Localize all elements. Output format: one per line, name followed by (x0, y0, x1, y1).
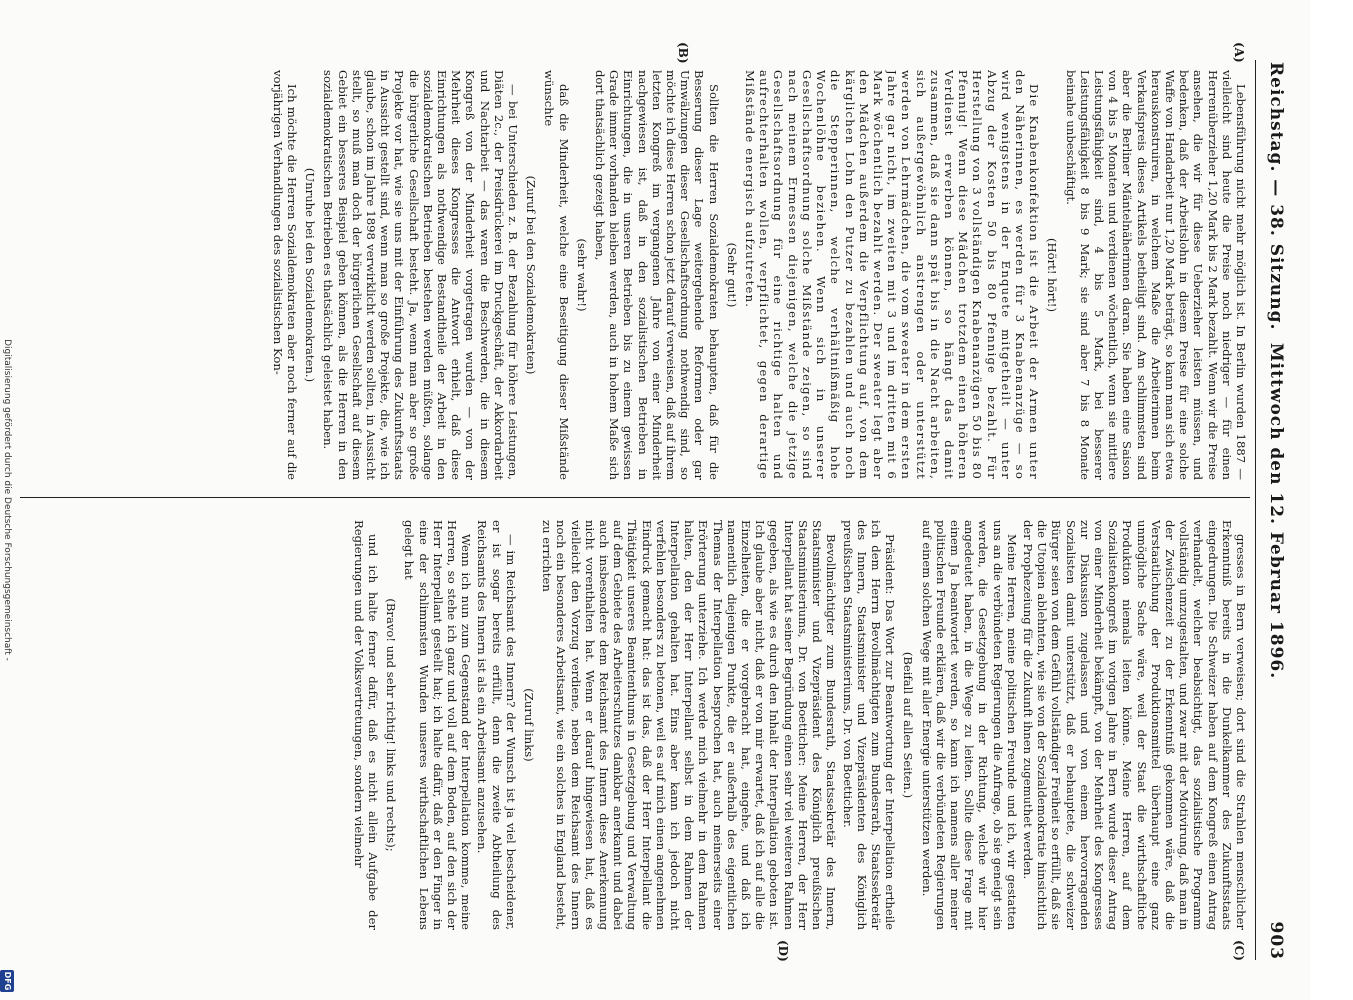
paragraph: — bei Unterschieden z. B. der Bezahlung für höhere Leistungen, Diäten 2c., der Preisdrückerei im Druckgeschäft, der Akkordarbeit und Nachtarbeit — das waren die Beschwerden, die in diesem Kongreß von der Minderheit vorgetragen wurden — von der Mehrheit dieses Kongresses die Antwort erhielt, daß diese Einrichtungen als nothwendige Bestandtheile der Arbeit in den sozialdemokratischen Betrieben bestehen werden müßten, solange die bürgerliche Gesellschaft besteht. Ja, wenn man aber so große Projekte vor hat, wie sie uns mit der Einführung des Zukunftsstaats in Aussicht gestellt sind, wenn man so große Projekte, die, wie ich glaube, schon im Jahre 1898 verwirklicht werden sollten, in Aussicht stellt, so muß man doch der bürgerlichen Gesellschaft auf diesem Gebiet ein besseres Beispiel geben können, als die Herren in den sozialdemokratischen Betrieben es thatsächlich geleistet haben. (321, 70, 521, 480)
paragraph: Ich möchte die Herren Sozialdemokraten aber noch ferner auf die vorjährigen Verhandlungen des sozialistischen Kon- (270, 70, 299, 480)
header-left: Reichstag. — 38. Sitzung. (1266, 62, 1286, 331)
dfg-logo-icon: DFG (0, 970, 14, 992)
interjection: (Bravo! und sehr richtig! links und rechts); (384, 598, 399, 852)
paragraph: Die Knabenkonfektion ist die Arbeit der Armen unter den Näherinnen, es werden für 3 Knabenanzüge — so wird wenigstens in der Enquete mitgetheilt — unter Abzug der Kosten 50 bis 80 Pfennige bezahlt. Für Herstellung von 3 vollständigen Knabenanzügen 50 bis 80 Pfennig! Wenn diese Mädchen trotzdem einen höheren Verdienst erwerben können, so hängt das damit zusammen, daß sie dann spät bis in die Nacht arbeiten, sich außergewöhnlich anstrengen oder unterstützt werden von Lehrmädchen, die vom sweater in dem ersten Jahre gar nicht, im zweiten mit 3 und im dritten mit 6 Mark wöchentlich bezahlt werden. Der sweater legt aber den Mädchen außerdem die Verpflichtung auf, von dem kärglichen Lohn den Putzer zu bezahlen und auch noch die Stepperinnen, welche verhältnißmäßig hohe Wochenlöhne beziehen. Wenn sich in unserer Gesellschaftsordnung solche Mißstände zeigen, so sind nach meinem Ermessen diejenigen, welche die jetzige Gesellschaftsordnung für eine richtige halten und aufrechterhalten wollen, verpflichtet, gegen derartige Mißstände energisch aufzutreten. (743, 70, 1042, 480)
paragraph: daß die Minderheit, welche eine Beseitigung dieser Mißstände wünschte (542, 70, 571, 480)
interjection: (Zuruf bei den Sozialdemokraten) (524, 175, 539, 375)
margin-marker-c: (C) (1232, 940, 1246, 961)
interjection: (Zuruf links) (522, 688, 537, 762)
paragraph: gresses in Bern verweisen; dort sind die Strahlen menschlicher Erkenntniß bereits in die Dunkelkammer des Zukunftsstaats eingedrungen. Die Schweizer haben auf dem Kongreß einen Antrag verhandelt, welcher beabsichtigt, das sozialistische Programm vollständig umzugestalten, und zwar mit der Motivirung, daß man in der Zwischenzeit zu der Erkenntniß gekommen wäre, daß die Verstaatlichung der Produktionsmittel überhaupt eine ganz unmögliche Sache wäre, weil der Staat die wirthschaftliche Produktion niemals leiten könne. Meine Herren, auf dem Sozialistenkongreß im vorigen Jahre in Bern wurde dieser Antrag von einer Minderheit bekämpft, von der Mehrheit des Kongresses zur Diskussion zugelassen und von einem hervorragenden Sozialisten damit unterstützt, daß er behauptete, die schweizer Bürger seien von dem Gefühl vollständiger Freiheit so erfüllt, daß sie die Utopien ablehnten, wie sie von der Sozialdemokratie hinsichtlich der Prophezeiung für die Zukunft ihnen zugemuthet werden. (1020, 520, 1248, 930)
column-divider (20, 497, 1250, 498)
paragraph: und ich halte ferner dafür, daß es nicht allein Aufgabe der Regierungen und der Volksvertretungen, sondern vielmehr (351, 520, 381, 930)
paragraph: Meine Herren, meine politischen Freunde und ich, wir gestatten uns an die verbündeten Regierungen die Anfrage, ob sie geneigt sein werden, die Gesetzgebung in der Richtung, welche wir hier angedeutet haben, in die Wege zu leiten. Sollte diese Frage mit einem Ja beantwortet werden, so kann ich namens aller meiner politischen Freunde erklären, daß wir die verbündeten Regierungen auf einem solchen Wege mit aller Energie unterstützen werden. (919, 520, 1019, 930)
left-column (26, 70, 1248, 480)
paragraph: — im Reichsamt des Innern? der Wunsch ist ja viel bescheidener, er ist sogar bereits erfüllt, denn die zweite Abtheilung des Reichsamts des Innern ist als ein Arbeitsamt anzusehen. (475, 520, 518, 930)
margin-marker-b: (B) (676, 42, 690, 64)
paragraph: Wenn ich nun zum Gegenstand der Interpellation komme, meine Herren, so stehe ich ganz und voll auf dem Boden, auf den sich der Herr Interpellant gestellt hat; ich halte dafür, daß er den Finger in eine der schlimmsten Wunden unseres wirthschaftlichen Lebens gelegt hat (402, 520, 474, 930)
header-rule (1255, 60, 1256, 960)
right-column (26, 520, 1248, 930)
interjection: (Hört! hört!) (1045, 238, 1060, 312)
interjection: (Sehr gut!) (724, 242, 739, 308)
interjection: (Beifall auf allen Seiten.) (901, 651, 916, 799)
header-date: Mittwoch den 12. Februar 1896. (1266, 342, 1286, 680)
digitization-credit: Digitalisierung gefördert durch die Deutsche Forschungsgemeinschaft - (2, 339, 12, 661)
margin-marker-a: (A) (1232, 42, 1246, 63)
paragraph: Präsident: Das Wort zur Beantwortung der Interpellation ertheile ich dem Herrn Bevollmächtigten zum Bundesrath, Staatssekretär des Innern, Staatsminister und Vizepräsidenten des Königlich preußischen Staatsministeriums, Dr. von Boetticher. (840, 520, 898, 930)
paragraph: Bevollmächtigter zum Bundesrath, Staatssekretär des Innern, Staatsminister und Vizepräsident des Königlich preußischen Staatsministeriums, Dr. von Boetticher: Meine Herren, der Herr Interpellant hat seiner Begründung einen sehr viel weiteren Rahmen gegeben, als wie es durch den Inhalt der Interpellation geboten ist. Ich glaube aber nicht, daß er von mir erwartet, daß ich auf alle die Einzelheiten, die er vorgebracht hat, eingehe, und daß ich namentlich diejenigen Punkte, die er außerhalb des eigentlichen Themas der Interpellation besprochen hat, auch meinerseits einer Erörterung unterziehe. Ich werde mich vielmehr in dem Rahmen halten, den der Herr Interpellant selbst in dem Rahmen der Interpellation gehalten hat. Eins aber kann ich jedoch nicht verfehlen besonders zu betonen, weil es auf mich einen angenehmen Eindruck gemacht hat: das ist das, daß der Herr Interpellant die Thätigkeit unseres Beamtenthums in Gesetzgebung und Verwaltung auf dem Gebiete des Arbeiterschutzes dankbar anerkannt und dabei auch insbesondere dem Reichsamt des Innern diese Anerkennung nicht vorenthalten hat. Wenn er darauf hingewiesen hat, daß es vielleicht den Vorzug verdiene, neben dem Reichsamt des Innern noch ein besonderes Arbeitsamt, wie ein solches in England besteht, zu errichten (540, 520, 839, 930)
paragraph: Lebensführung nicht mehr möglich ist. In Berlin wurden 1887 — vielleicht sind heute die Preise noch niedriger — für einen Herrenüberzieher 1,20 Mark bis 2 Mark bezahlt. Wenn wir die Preise ansehen, die wir für diese Ueberzieher leisten müssen, und bedenken, daß der Arbeitslohn in diesem Preise für eine solche Waffe von Handarbeit nur 1,20 Mark beträgt, so kann man sich etwa herauskonstruiren, in welchem Maße die Arbeiterinnen beim Verkaufspreis dieses Artikels betheiligt sind. Am schlimmsten sind aber die Berliner Mäntelnäherinnen daran. Sie haben eine Saison von 4 bis 5 Monaten und verdienen wöchentlich, wenn sie mittlere Leistungsfähigkeit sind, 4 bis 5 Mark, bei besserer Leistungsfähigkeit 8 bis 9 Mark; sie sind aber 7 bis 8 Monate beinahe unbeschäftigt. (1063, 70, 1248, 480)
page-header (1260, 62, 1286, 960)
margin-marker-d: (D) (776, 940, 790, 962)
paragraph: Sollten die Herren Sozialdemokraten behaupten, daß für die Besserung dieser Lage weitergehende Reformen oder gar Umwälzungen dieser Gesellschaftsordnung nothwendig sind, so möchte ich diese Herren schon jetzt darauf verweisen, daß auf ihrem letzten Kongreß im vergangenen Jahre von einer Minderheit nachgewiesen ist, daß in den sozialistischen Betrieben in Einrichtungen, die in unseren Betrieben bis zu einem gewissen Grade immer vorhanden bleiben werden, auch in hohem Maße sich dort thatsächlich gezeigt haben, (593, 70, 721, 480)
interjection: (sehr wahr!) (574, 238, 589, 312)
interjection: (Unruhe bei den Sozialdemokraten.) (303, 167, 318, 383)
page-number: 903 (1266, 921, 1286, 960)
